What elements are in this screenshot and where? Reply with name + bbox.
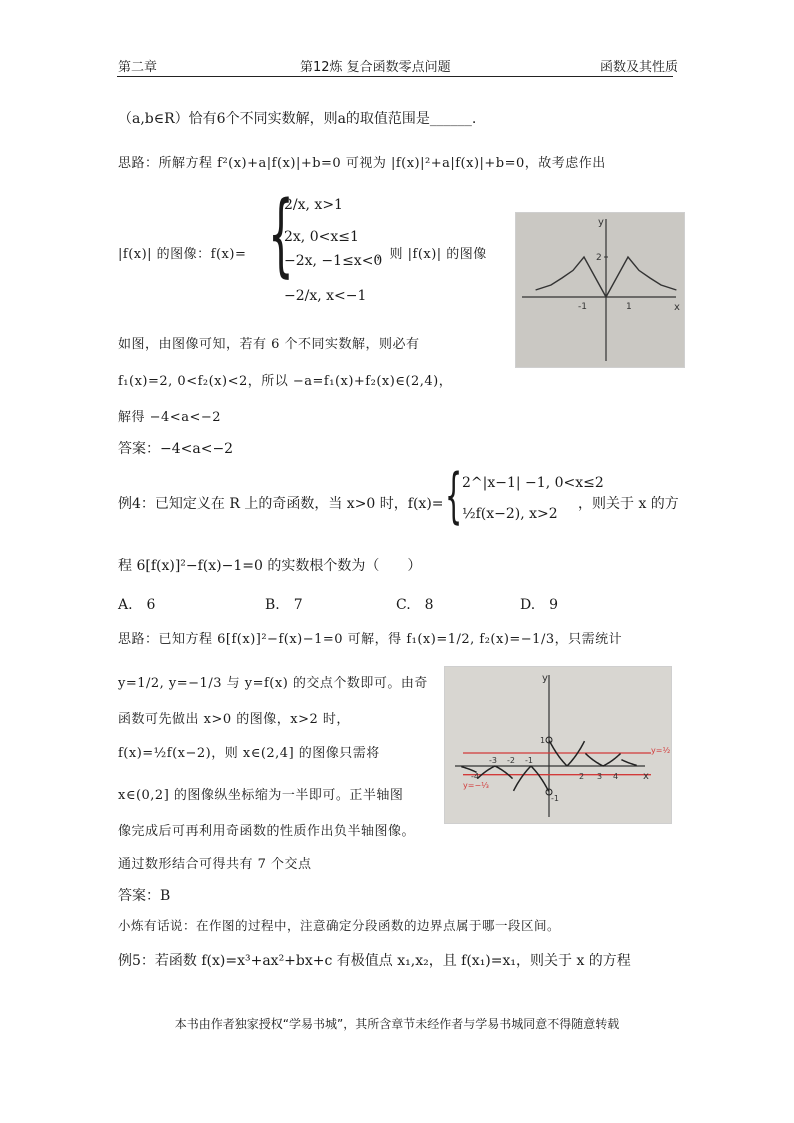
example4-idea-6: 像完成后可再利用奇函数的性质作出负半轴图像。 <box>118 824 416 839</box>
option-a: A. 6 <box>118 597 156 613</box>
odd-function-graph-photo <box>444 666 672 824</box>
label-x: x <box>643 771 649 782</box>
example4-idea-2: y=1/2, y=−1/3 与 y=f(x) 的交点个数即可。由奇 <box>118 676 428 691</box>
lesson-title: 第12炼 复合函数零点问题 <box>300 60 451 75</box>
label-one: 1 <box>626 302 632 312</box>
example4-question: 程 6[f(x)]²−f(x)−1=0 的实数根个数为（ ） <box>118 558 422 574</box>
label-line-half: y=½ <box>651 746 671 755</box>
tick-label-neg2: -2 <box>507 756 515 765</box>
tick-label-neg4: -4 <box>471 772 479 781</box>
piecewise-case-4: −2/x, x<−1 <box>284 288 367 304</box>
piecewise-case-3: −2x, −1≤x<0 <box>284 253 383 269</box>
example5-intro: 例5：若函数 f(x)=x³+ax²+bx+c 有极值点 x₁,x₂，且 f(x₁)=x₁，则关于 x 的方程 <box>118 953 631 969</box>
example4-intro-tail: ，则关于 x 的方 <box>578 496 679 512</box>
option-c: C. 8 <box>396 597 434 613</box>
reasoning-line-1: 如图，由图像可知，若有 6 个不同实数解，则必有 <box>118 337 420 352</box>
tick-label-neg-one-y: -1 <box>551 794 559 803</box>
example4-case-1: 2^|x−1| −1, 0<x≤2 <box>462 475 604 491</box>
example4-idea-5: x∈(0,2] 的图像纵坐标缩为一半即可。正半轴图 <box>118 788 404 803</box>
tick-label-4: 4 <box>613 772 619 781</box>
copyright-footer: 本书由作者独家授权“学易书城”，其所含章节未经作者与学易书城同意不得随意转载 <box>174 1017 620 1031</box>
example4-idea-3: 函数可先做出 x>0 的图像，x>2 时， <box>118 712 350 727</box>
label-line-third: y=−⅓ <box>463 781 489 790</box>
piecewise-case-2: 2x, 0<x≤1 <box>284 229 359 245</box>
option-b: B. 7 <box>265 597 303 613</box>
piecewise-brace: { <box>268 182 294 287</box>
example4-brace: { <box>445 461 463 531</box>
example4-idea-1: 思路：已知方程 6[f(x)]²−f(x)−1=0 可解，得 f₁(x)=1/2, f₂(x)=−1/3，只需统计 <box>118 632 623 647</box>
answer-2: 答案：B <box>118 888 171 904</box>
example4-intro: 例4：已知定义在 R 上的奇函数，当 x>0 时，f(x)= <box>118 496 444 512</box>
abs-f-graph <box>516 213 684 367</box>
tick-label-1: 1 <box>540 736 546 745</box>
piecewise-case-1: 2/x, x>1 <box>284 197 343 213</box>
example4-case-2: ½f(x−2), x>2 <box>462 506 558 522</box>
label-two: 2 <box>596 253 602 263</box>
reasoning-line-2: f₁(x)=2, 0<f₂(x)<2，所以 −a=f₁(x)+f₂(x)∈(2,4)， <box>118 374 453 389</box>
teacher-tip: 小炼有话说：在作图的过程中，注意确定分段函数的边界点属于哪一段区间。 <box>118 918 561 933</box>
answer-1: 答案：−4<a<−2 <box>118 441 234 457</box>
piecewise-tail: ，则 |f(x)| 的图像 <box>376 247 487 262</box>
label-y: y <box>542 673 548 684</box>
tick-label-2: 2 <box>579 772 585 781</box>
tick-label-3: 3 <box>597 772 603 781</box>
example4-idea-7: 通过数形结合可得共有 7 个交点 <box>118 857 312 872</box>
tick-label-neg3: -3 <box>489 756 497 765</box>
option-d: D. 9 <box>520 597 559 613</box>
piecewise-label: |f(x)| 的图像：f(x)= <box>118 247 247 262</box>
header-divider <box>117 76 673 77</box>
section-title: 函数及其性质 <box>600 60 679 75</box>
tick-label-neg1: -1 <box>525 756 533 765</box>
label-neg1: -1 <box>578 302 587 312</box>
problem-continuation: （a,b∈R）恰有6个不同实数解，则a的取值范围是______. <box>118 111 477 127</box>
label-x: x <box>674 302 680 313</box>
example4-idea-4: f(x)=½f(x−2)，则 x∈(2,4] 的图像只需将 <box>118 746 380 761</box>
abs-f-graph-photo <box>515 212 685 368</box>
reasoning-line-3: 解得 −4<a<−2 <box>118 410 221 425</box>
chapter-label: 第二章 <box>118 60 158 75</box>
label-y: y <box>598 217 604 228</box>
odd-function-graph <box>445 667 671 823</box>
solution-idea-line: 思路：所解方程 f²(x)+a|f(x)|+b=0 可视为 |f(x)|²+a|f(x)|+b=0，故考虑作出 <box>118 156 606 171</box>
